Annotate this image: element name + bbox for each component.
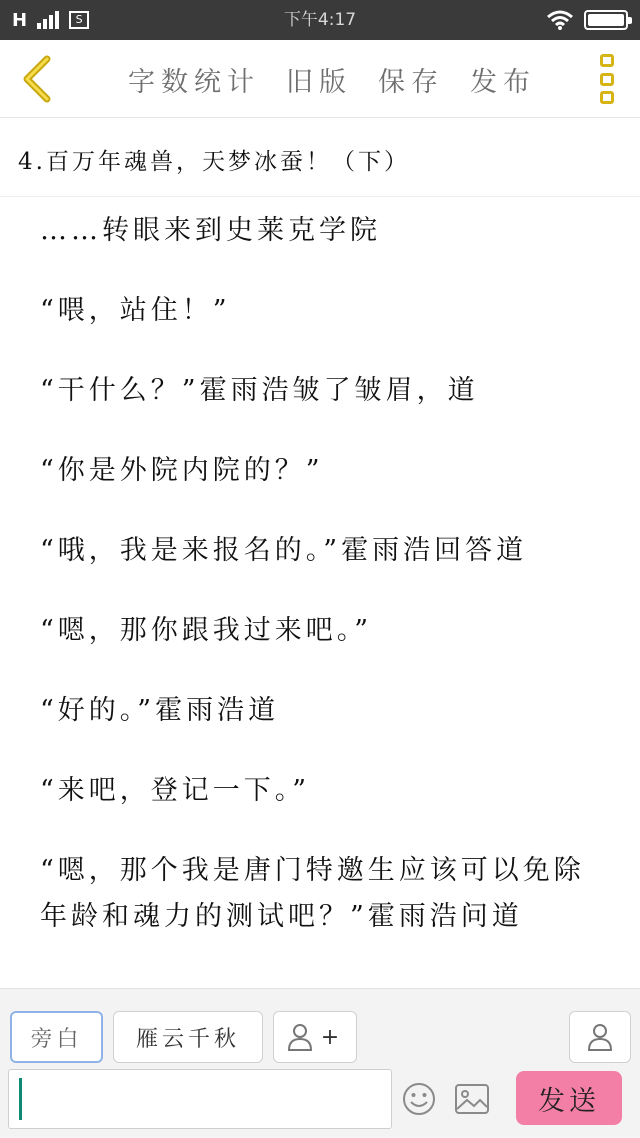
old-version-button[interactable]: 旧版: [286, 66, 352, 98]
status-time: 下午4:17: [283, 10, 357, 30]
composer-panel: [0, 988, 640, 1138]
story-paragraph: “嗯，那你跟我过来吧。”: [40, 615, 373, 646]
smiley-icon[interactable]: [402, 1082, 436, 1116]
story-paragraph: “干什么？”霍雨浩皱了皱眉，道: [40, 375, 479, 406]
menu-dots-icon: [600, 54, 614, 67]
wifi-icon: [546, 9, 574, 31]
image-icon[interactable]: [454, 1083, 490, 1115]
story-paragraph: “嗯，那个我是唐门特邀生应该可以免除年龄和魂力的测试吧？”霍雨浩问道: [40, 855, 585, 932]
person-icon: [587, 1023, 613, 1051]
toolbar-actions: [128, 40, 536, 118]
sim-icon: S: [69, 11, 89, 29]
chevron-left-icon: [19, 55, 55, 103]
role-manage-button[interactable]: [569, 1011, 631, 1063]
message-input[interactable]: [8, 1069, 392, 1129]
status-bar: [0, 0, 640, 40]
battery-fill: [588, 14, 624, 26]
add-role-plus: +: [320, 1024, 344, 1050]
word-count-button[interactable]: 字数统计: [128, 66, 260, 98]
menu-button[interactable]: [594, 54, 620, 104]
save-button[interactable]: 保存: [378, 66, 444, 98]
person-icon: [287, 1023, 313, 1051]
back-button[interactable]: [12, 52, 62, 106]
network-type: H: [12, 9, 28, 31]
role-narration-button[interactable]: 旁白: [10, 1011, 103, 1063]
story-paragraph: “喂，站住！”: [40, 295, 231, 326]
story-paragraph: “哦，我是来报名的。”霍雨浩回答道: [40, 535, 528, 566]
chapter-title[interactable]: 4.百万年魂兽，天梦冰蚕！（下）: [0, 119, 640, 197]
battery-icon: [584, 10, 628, 30]
story-paragraph: “好的。”霍雨浩道: [40, 695, 280, 726]
status-right: [546, 0, 628, 40]
send-button[interactable]: 发送: [516, 1071, 622, 1125]
role-character-button[interactable]: 雁云千秋: [113, 1011, 263, 1063]
text-caret: [19, 1078, 22, 1120]
editor-toolbar: [0, 40, 640, 118]
story-content[interactable]: [0, 198, 640, 988]
publish-button[interactable]: 发布: [470, 66, 536, 98]
story-paragraph: “你是外院内院的？”: [40, 455, 324, 486]
story-paragraph: “来吧，登记一下。”: [40, 775, 311, 806]
story-paragraph: ……转眼来到史莱克学院: [40, 215, 381, 246]
add-role-button[interactable]: [273, 1011, 357, 1063]
